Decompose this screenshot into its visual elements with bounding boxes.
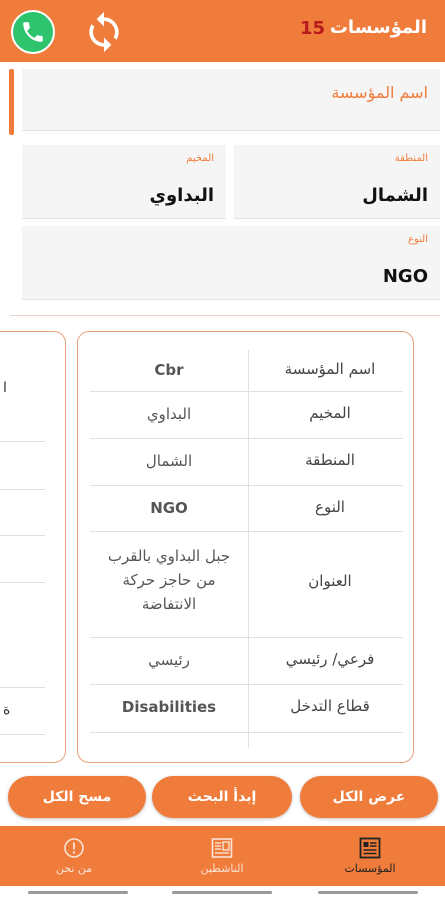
- row-value: جبل البداوي بالقرب من حاجز حركة الانتفاضة: [107, 547, 231, 613]
- table-row: [90, 350, 403, 392]
- start-search-button[interactable]: إبدأ البحث: [152, 776, 292, 818]
- clear-all-button[interactable]: مسح الكل: [8, 776, 146, 818]
- row-divider: [0, 687, 45, 688]
- list-document-icon: [359, 837, 381, 859]
- type-label: النوع: [408, 234, 428, 245]
- row-value: Cbr: [154, 361, 184, 379]
- nav-about[interactable]: [24, 826, 124, 886]
- system-bar-segment: [172, 891, 272, 894]
- id-card-icon: [211, 837, 233, 859]
- camp-value: البداوي: [149, 185, 214, 206]
- bottom-navigation: [0, 826, 445, 886]
- scroll-accent: [9, 69, 14, 135]
- table-row: [90, 532, 403, 638]
- table-row: [90, 439, 403, 486]
- result-card-partial[interactable]: [0, 331, 66, 763]
- row-value: الشمال: [145, 452, 193, 470]
- row-key: اسم المؤسسة: [284, 360, 376, 378]
- type-value: NGO: [382, 266, 428, 287]
- table-row: [90, 638, 403, 685]
- row-value: رئيسي: [148, 651, 190, 669]
- institution-name-placeholder: اسم المؤسسة: [331, 83, 428, 102]
- show-all-button[interactable]: عرض الكل: [300, 776, 438, 818]
- row-key: المنطقة: [305, 451, 355, 469]
- row-divider: [0, 734, 45, 735]
- row-divider: [0, 441, 45, 442]
- region-select[interactable]: [234, 145, 440, 219]
- row-value: NGO: [150, 499, 188, 517]
- partial-text: ة: [3, 702, 11, 718]
- row-key: النوع: [315, 498, 345, 516]
- system-navigation-bar: [0, 886, 445, 900]
- page-title: المؤسسات: [329, 17, 427, 38]
- refresh-icon: [82, 10, 126, 54]
- row-key: العنوان: [308, 572, 352, 590]
- row-key: فرعي/ رئيسي: [285, 650, 375, 668]
- row-divider: [0, 582, 45, 583]
- region-label: المنطقة: [394, 153, 428, 164]
- row-divider: [0, 535, 45, 536]
- partial-text: ا: [3, 380, 7, 396]
- system-bar-segment: [28, 891, 128, 894]
- camp-label: المخيم: [186, 153, 214, 164]
- nav-institutions[interactable]: [320, 826, 420, 886]
- table-row: [90, 392, 403, 439]
- nav-about-label: من نحن: [55, 862, 93, 875]
- region-value: الشمال: [362, 185, 428, 206]
- system-bar-segment: [318, 891, 418, 894]
- institution-count: 15: [299, 18, 325, 39]
- camp-select[interactable]: [22, 145, 226, 219]
- table-row: [90, 685, 403, 733]
- top-bar: [0, 0, 445, 62]
- phone-icon: [20, 19, 46, 45]
- info-icon: [63, 837, 85, 859]
- table-row: [90, 486, 403, 532]
- row-value: البداوي: [146, 405, 192, 423]
- row-value: Disabilities: [121, 698, 217, 716]
- nav-activists-label: الناشطين: [200, 862, 244, 875]
- row-key: المخيم: [309, 404, 351, 422]
- row-key: قطاع التدخل: [290, 697, 370, 715]
- row-divider: [0, 489, 45, 490]
- institution-name-input[interactable]: [22, 69, 440, 131]
- refresh-button[interactable]: [80, 8, 128, 56]
- divider: [10, 315, 440, 316]
- nav-institutions-label: المؤسسات: [344, 862, 396, 875]
- type-select[interactable]: [22, 226, 440, 300]
- whatsapp-button[interactable]: [11, 10, 55, 54]
- nav-activists[interactable]: [172, 826, 272, 886]
- result-card[interactable]: [77, 331, 414, 763]
